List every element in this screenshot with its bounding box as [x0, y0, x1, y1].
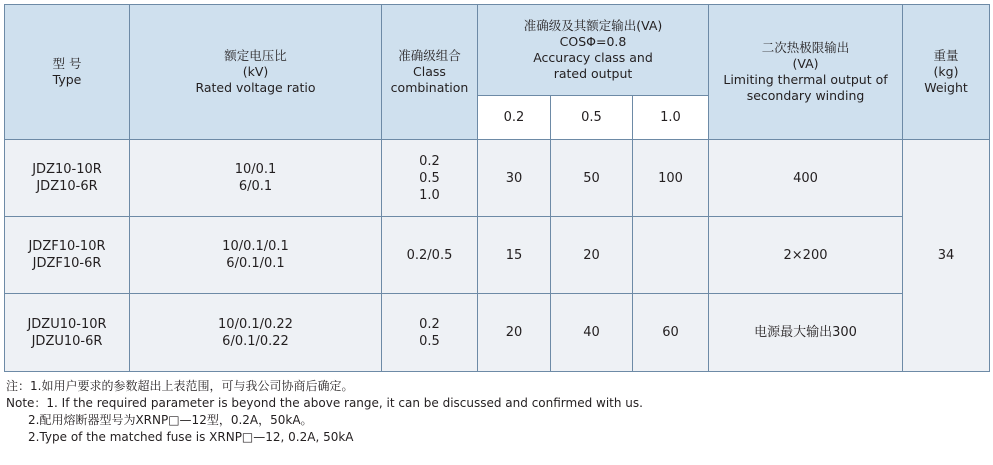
cell-output-0.5: 50: [551, 140, 633, 217]
header-type: [5, 5, 130, 140]
header-accuracy-1.0: 1.0: [633, 96, 709, 140]
spec-table: [4, 4, 990, 372]
header-thermal: [709, 5, 903, 140]
cell-weight: 34: [903, 140, 990, 372]
ratio-line: 10/0.1/0.22: [218, 316, 293, 332]
cell-type: [5, 140, 130, 217]
cell-output-0.2: 30: [478, 140, 551, 217]
note-2-zh: 2.配用熔断器型号为XRNP□—12型，0.2A，50kA。: [28, 413, 313, 427]
header-accuracy-zh: 准确级及其额定输出(VA): [523, 18, 663, 33]
cell-class: [382, 294, 478, 372]
header-class-zh: 准确级组合: [398, 48, 461, 63]
table-row: [5, 140, 990, 217]
header-ratio-zh: 额定电压比: [224, 48, 287, 63]
header-thermal-en-1: Limiting thermal output of: [723, 72, 888, 87]
class-line: 0.5: [419, 333, 440, 349]
ratio-line: 6/0.1: [238, 179, 273, 194]
header-ratio: [130, 5, 382, 140]
cell-ratio: [130, 294, 382, 372]
header-weight-unit: (kg): [933, 64, 959, 79]
cell-output-1.0: 100: [633, 140, 709, 217]
cell-thermal: 2×200: [709, 217, 903, 294]
type-line: JDZ10-10R: [32, 162, 102, 177]
cell-output-1.0: 60: [633, 294, 709, 372]
note-1-en: Note：1. If the required parameter is beyond the above range, it can be discussed and confirmed with us.: [6, 396, 643, 410]
header-weight: [903, 5, 990, 140]
header-thermal-zh: 二次热极限输出: [761, 40, 850, 55]
ratio-line: 6/0.1/0.1: [226, 256, 285, 271]
cell-type: [5, 217, 130, 294]
header-thermal-unit: (VA): [792, 56, 819, 71]
type-line: JDZU10-10R: [27, 316, 107, 332]
header-thermal-en-2: secondary winding: [746, 88, 865, 103]
cell-output-0.2: 20: [478, 294, 551, 372]
notes: [6, 378, 986, 446]
ratio-line: 10/0.1: [234, 162, 277, 177]
cell-class: [382, 217, 478, 294]
header-class-en-2: combination: [390, 80, 469, 95]
cell-output-0.2: 15: [478, 217, 551, 294]
ratio-line: 6/0.1/0.22: [222, 333, 289, 349]
cell-output-1.0: [633, 217, 709, 294]
class-line: 1.0: [419, 187, 440, 203]
cell-thermal: 电源最大输出300: [709, 294, 903, 372]
header-type-zh: 型 号: [52, 56, 82, 71]
table-row: [5, 217, 990, 294]
type-line: JDZU10-6R: [31, 333, 103, 349]
header-accuracy-cos: COSΦ=0.8: [559, 34, 627, 49]
cell-output-0.5: 40: [551, 294, 633, 372]
cell-ratio: [130, 217, 382, 294]
header-accuracy: [478, 5, 709, 96]
header-class: [382, 5, 478, 140]
class-line: 0.2: [419, 316, 440, 332]
note-1-zh: 注：1.如用户要求的参数超出上表范围，可与我公司协商后确定。: [6, 379, 354, 393]
cell-class: [382, 140, 478, 217]
header-type-en: Type: [52, 72, 82, 87]
cell-output-0.5: 20: [551, 217, 633, 294]
header-accuracy-0.5: 0.5: [551, 96, 633, 140]
type-line: JDZF10-6R: [32, 256, 102, 271]
class-line: 0.2/0.5: [406, 247, 453, 263]
header-ratio-unit: (kV): [242, 64, 269, 79]
class-line: 0.2: [419, 153, 440, 169]
header-class-en-1: Class: [413, 64, 446, 79]
header-weight-en: Weight: [924, 80, 968, 95]
type-line: JDZF10-10R: [28, 239, 106, 254]
header-ratio-en: Rated voltage ratio: [195, 80, 316, 95]
header-weight-zh: 重量: [933, 48, 959, 63]
cell-ratio: [130, 140, 382, 217]
header-accuracy-en-2: rated output: [553, 66, 633, 81]
cell-type: [5, 294, 130, 372]
note-2-en: 2.Type of the matched fuse is XRNP□—12, 0.2A, 50kA: [28, 430, 354, 444]
header-accuracy-en-1: Accuracy class and: [533, 50, 653, 65]
table-row: [5, 294, 990, 372]
ratio-line: 10/0.1/0.1: [222, 239, 289, 254]
header-accuracy-0.2: 0.2: [478, 96, 551, 140]
cell-thermal: 400: [709, 140, 903, 217]
class-line: 0.5: [419, 170, 440, 186]
type-line: JDZ10-6R: [36, 179, 98, 194]
